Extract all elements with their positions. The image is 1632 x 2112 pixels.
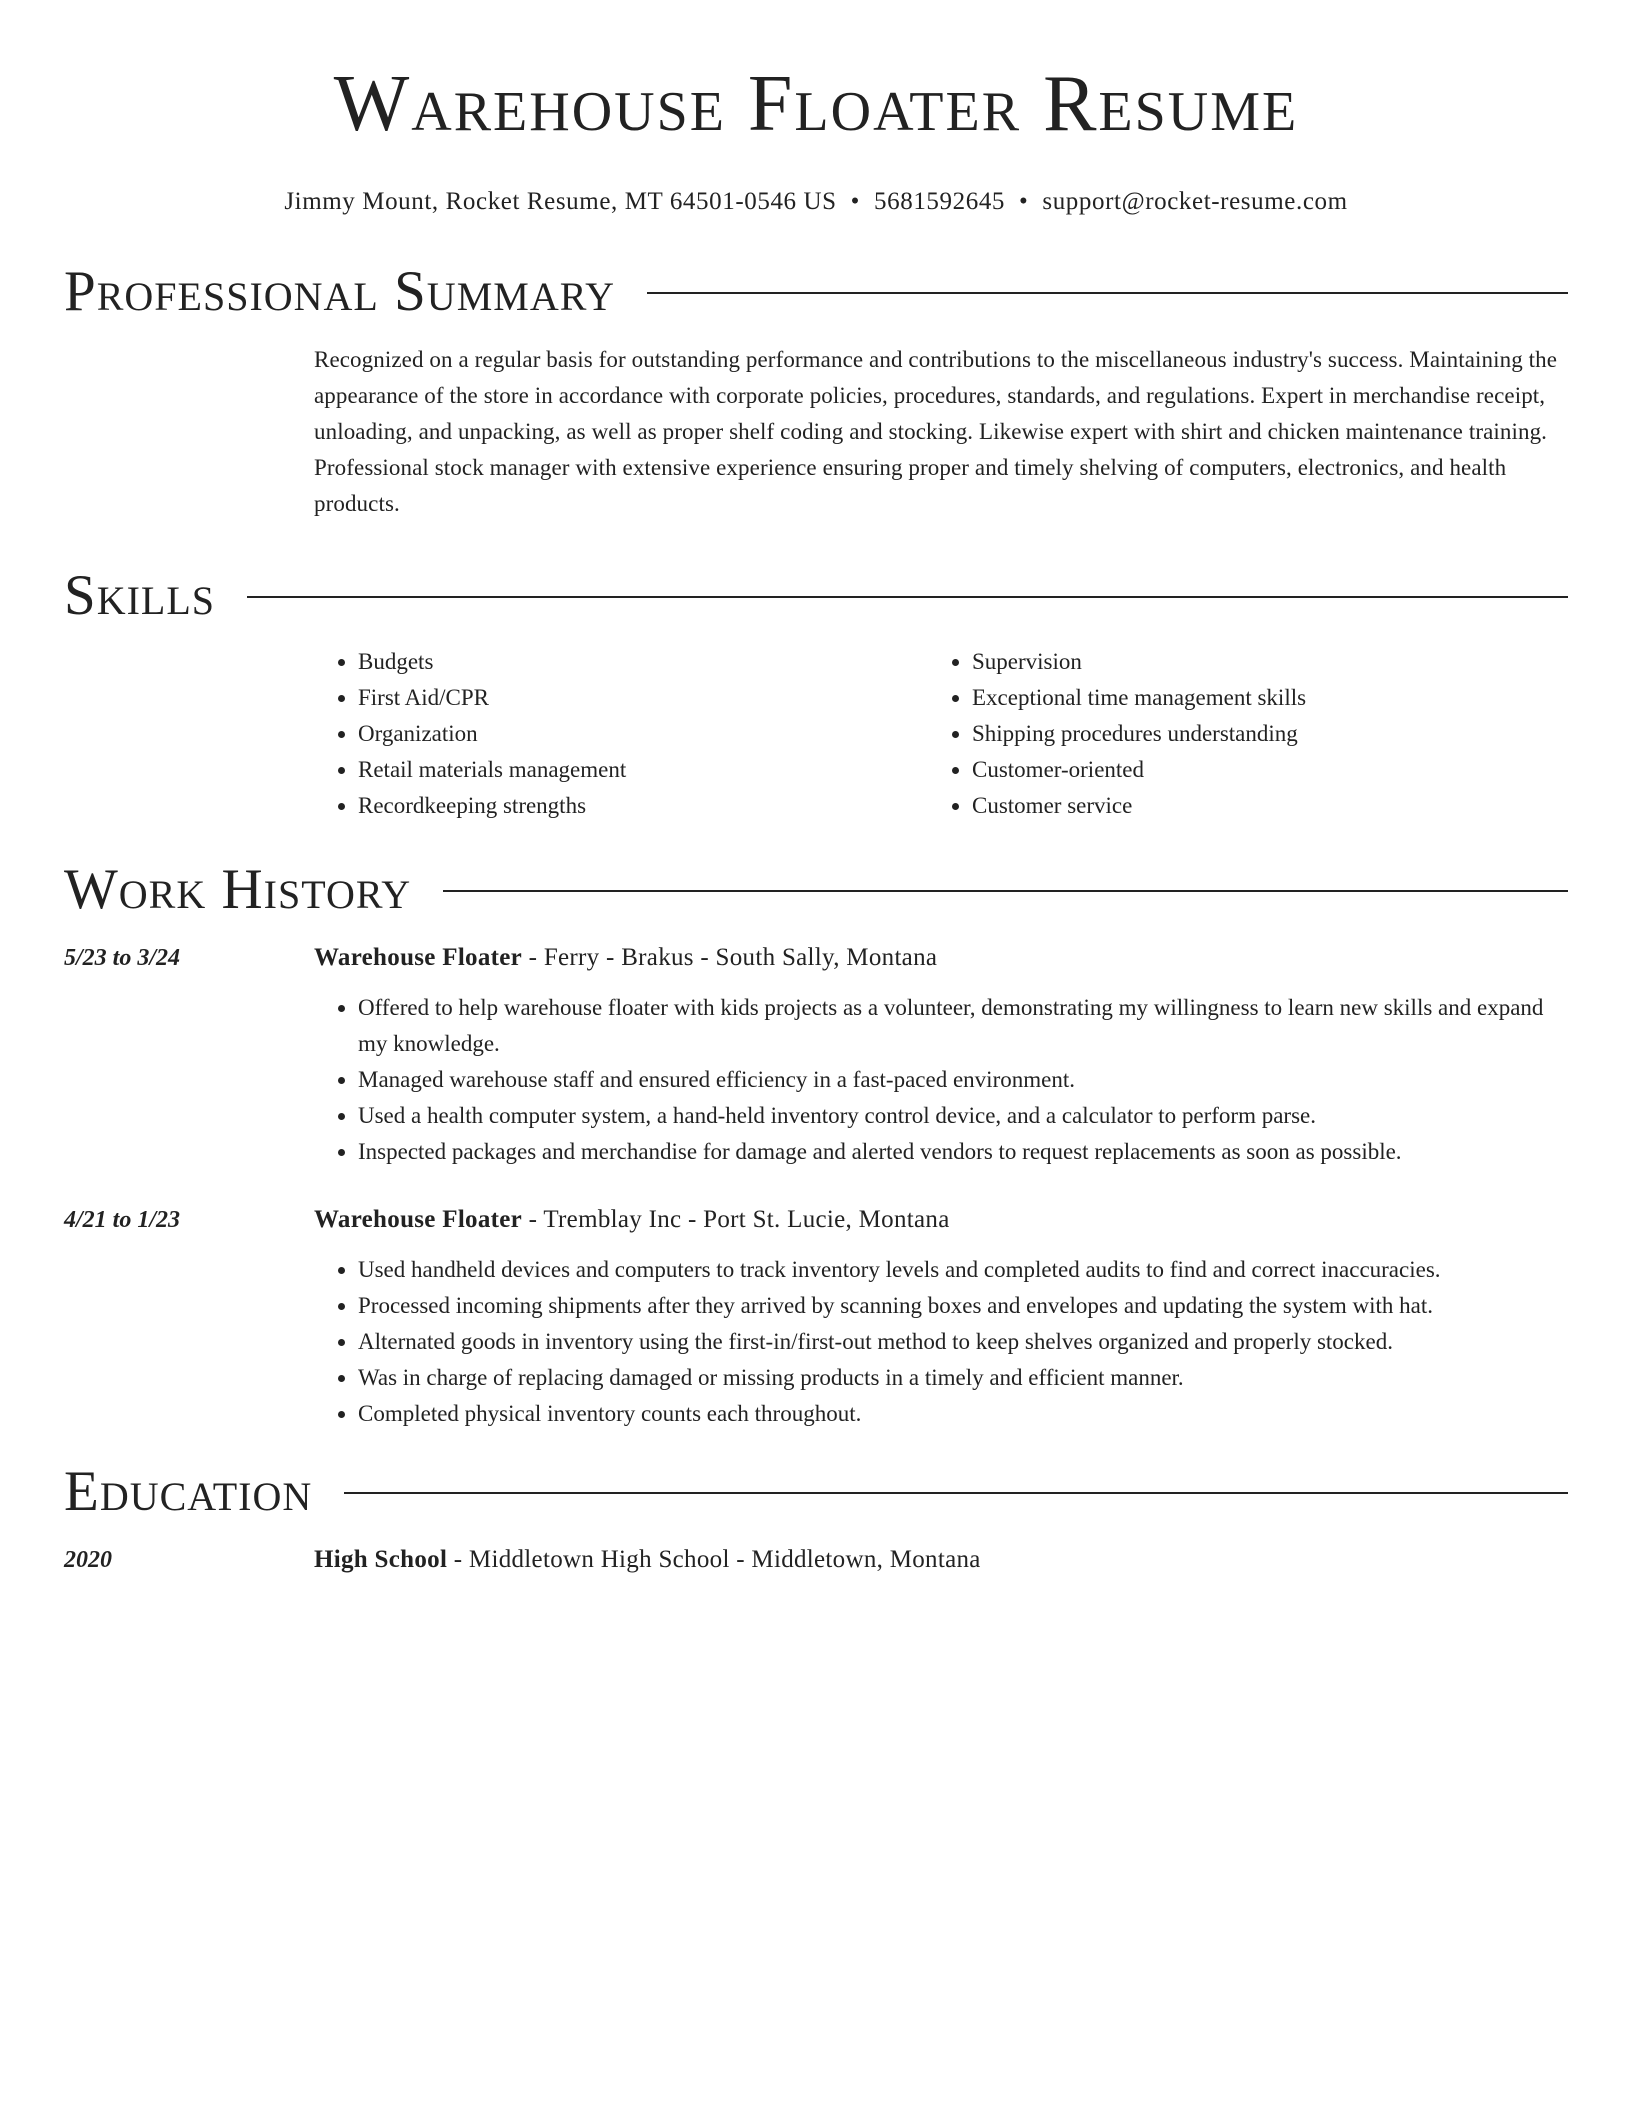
job-role [314,940,1568,976]
summary-section-header [64,260,1568,324]
skill-item: • Recordkeeping strengths [358,788,928,824]
education-year: 2020 [64,1547,112,1573]
job-entry [64,1202,1568,1432]
education-degree: High School [314,1546,448,1573]
skills-column-left [314,644,928,824]
skill-item: • Customer service [972,788,1542,824]
skills-section-header [64,564,1568,628]
contact-separator: • [850,188,861,215]
skills-heading: Skills [64,564,216,627]
contact-line [64,186,1568,218]
education-entry [64,1542,1568,1578]
skill-item: • Customer-oriented [972,752,1542,788]
job-bullet: • Was in charge of replacing damaged or missing products in a timely and efficient manner. [358,1360,1568,1396]
contact-email: support@rocket-resume.com [1042,188,1348,215]
summary-heading: Professional Summary [64,260,616,323]
education-body [314,1542,1568,1578]
job-bullet: • Offered to help warehouse floater with kids projects as a volunteer, demonstrating my willingness to learn new skills and expand my knowledge. [358,990,1568,1062]
job-bullet: • Used handheld devices and computers to track inventory levels and completed audits to find and correct inaccuracies. [358,1252,1568,1288]
job-dates: 4/21 to 1/23 [64,1207,181,1233]
skill-item: • Organization [358,716,928,752]
skill-item: • Shipping procedures understanding [972,716,1542,752]
job-title: Warehouse Floater [314,944,523,971]
job-bullet: • Processed incoming shipments after they arrived by scanning boxes and envelopes and updating the system with hat. [358,1288,1568,1324]
job-dates: 5/23 to 3/24 [64,945,181,971]
section-divider [344,1492,1568,1494]
job-entry [64,940,1568,1170]
contact-separator: • [1019,188,1029,215]
education-degree-line [314,1542,1568,1578]
section-divider [247,596,1568,598]
job-bullets [314,1252,1568,1432]
summary-text: Recognized on a regular basis for outstanding performance and contributions to the miscellaneous industry's success. Maintaining the appearance of the store in accordance with corporate policies, procedures, standards, and regulations. Expert in merchandise receipt, unloading, and unpacking, as well as proper shelf coding and stocking. Likewise expert with shirt and chicken maintenance training. Professional stock manager with extensive experience ensuring proper and timely shelving of computers, electronics, and health products. [314,347,1558,516]
job-body [314,940,1568,1170]
job-details: - Tremblay Inc - Port St. Lucie, Montana [522,1206,950,1233]
job-body [314,1202,1568,1432]
contact-phone: 5681592645 [874,188,1006,215]
job-bullet: • Used a health computer system, a hand-held inventory control device, and a calculator to perform parse. [358,1098,1568,1134]
job-title: Warehouse Floater [314,1206,523,1233]
job-bullet: • Inspected packages and merchandise for damage and alerted vendors to request replacements as soon as possible. [358,1134,1568,1170]
job-bullet: • Alternated goods in inventory using the first-in/first-out method to keep shelves organized and properly stocked. [358,1324,1568,1360]
section-divider [647,292,1568,294]
skills-list [314,644,1568,824]
section-divider [443,890,1568,892]
job-bullets [314,990,1568,1170]
education-details: - Middletown High School - Middletown, Montana [447,1546,981,1573]
skills-column-right [928,644,1542,824]
job-bullet: • Completed physical inventory counts each throughout. [358,1396,1568,1432]
skill-item: • First Aid/CPR [358,680,928,716]
job-details: - Ferry - Brakus - South Sally, Montana [522,944,938,971]
skill-item: • Exceptional time management skills [972,680,1542,716]
skill-item: • Supervision [972,644,1542,680]
contact-address: Jimmy Mount, Rocket Resume, MT 64501-0546 US [284,188,837,215]
skill-item: • Budgets [358,644,928,680]
education-section-header [64,1460,1568,1524]
job-role [314,1202,1568,1238]
job-bullet: • Managed warehouse staff and ensured efficiency in a fast-paced environment. [358,1062,1568,1098]
skill-item: • Retail materials management [358,752,928,788]
resume-title: Warehouse Floater Resume [333,60,1299,148]
work-section-header [64,858,1568,922]
education-heading: Education [64,1460,313,1523]
work-heading: Work History [64,858,412,921]
